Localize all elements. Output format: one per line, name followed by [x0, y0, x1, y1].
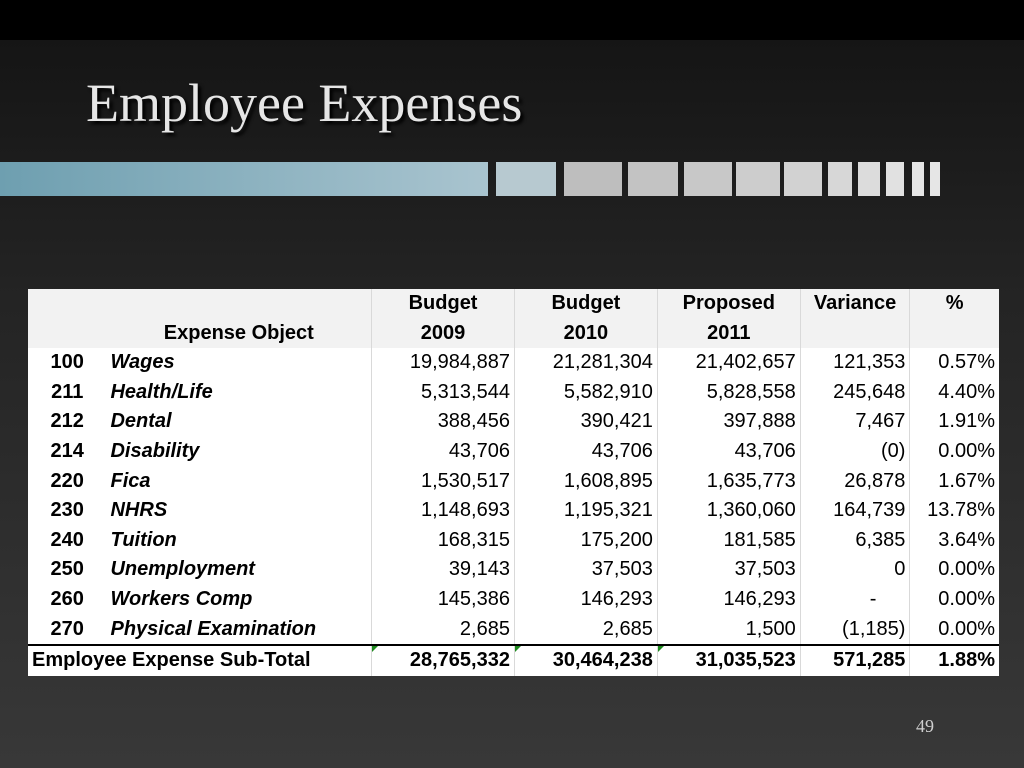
row-code: 214 — [50, 439, 84, 462]
bar-segment — [858, 162, 880, 196]
subtotal-budget-2010: 30,464,238 — [514, 645, 657, 676]
row-proposed-2011: 1,360,060 — [657, 496, 800, 526]
decorative-gradient-bar — [0, 162, 488, 196]
row-proposed-2011: 397,888 — [657, 407, 800, 437]
row-proposed-2011: 43,706 — [657, 437, 800, 467]
header-name — [106, 289, 371, 319]
subtotal-percent: 1.88% — [910, 645, 999, 676]
row-proposed-2011: 37,503 — [657, 555, 800, 585]
row-variance: 6,385 — [800, 526, 910, 556]
row-name: NHRS — [110, 499, 168, 522]
row-proposed-2011: 181,585 — [657, 526, 800, 556]
header2-code — [28, 319, 106, 349]
row-name: Workers Comp — [110, 587, 253, 610]
row-variance: (1,185) — [800, 615, 910, 646]
row-budget-2010: 43,706 — [514, 437, 657, 467]
header-percent: % — [910, 289, 999, 319]
page-number: 49 — [916, 716, 934, 736]
header2-variance — [800, 319, 910, 349]
row-percent: 3.64% — [910, 526, 999, 556]
row-budget-2009: 5,313,544 — [372, 378, 515, 408]
table-row — [28, 407, 999, 437]
row-name: Physical Examination — [110, 617, 317, 640]
row-proposed-2011: 1,635,773 — [657, 467, 800, 497]
row-proposed-2011: 1,500 — [657, 615, 800, 646]
header-proposed-2011-label: Proposed — [657, 289, 800, 319]
row-percent: 13.78% — [910, 496, 999, 526]
row-variance: 164,739 — [800, 496, 910, 526]
row-percent: 0.00% — [910, 585, 999, 615]
row-variance: - — [800, 585, 910, 615]
row-budget-2010: 146,293 — [514, 585, 657, 615]
bar-segment — [912, 162, 924, 196]
bar-segment — [886, 162, 904, 196]
table-row — [28, 496, 999, 526]
row-budget-2010: 2,685 — [514, 615, 657, 646]
table-row — [28, 555, 999, 585]
subtotal-label: Employee Expense Sub-Total — [28, 645, 372, 676]
row-budget-2009: 39,143 — [372, 555, 515, 585]
row-name: Disability — [110, 439, 200, 462]
subtotal-proposed-2011: 31,035,523 — [657, 645, 800, 676]
table-row — [28, 467, 999, 497]
row-budget-2010: 390,421 — [514, 407, 657, 437]
row-budget-2010: 21,281,304 — [514, 348, 657, 378]
row-code: 230 — [50, 499, 84, 522]
row-variance: 245,648 — [800, 378, 910, 408]
row-budget-2010: 1,608,895 — [514, 467, 657, 497]
row-name: Fica — [110, 469, 151, 492]
row-name: Wages — [110, 351, 175, 374]
row-proposed-2011: 146,293 — [657, 585, 800, 615]
slide-title: Employee Expenses — [86, 73, 523, 133]
bar-segment — [930, 162, 940, 196]
row-percent: 0.00% — [910, 615, 999, 646]
row-percent: 0.00% — [910, 437, 999, 467]
bar-segment — [784, 162, 822, 196]
subtotal-budget-2009: 28,765,332 — [372, 645, 515, 676]
row-budget-2009: 388,456 — [372, 407, 515, 437]
row-name: Dental — [110, 410, 172, 433]
row-variance: (0) — [800, 437, 910, 467]
row-budget-2009: 168,315 — [372, 526, 515, 556]
header-budget-2009-label: Budget — [372, 289, 515, 319]
row-percent: 4.40% — [910, 378, 999, 408]
row-percent: 0.57% — [910, 348, 999, 378]
bar-segment — [684, 162, 732, 196]
header-expense-object: Expense Object — [163, 321, 314, 344]
row-code: 212 — [50, 410, 84, 433]
row-proposed-2011: 5,828,558 — [657, 378, 800, 408]
row-code: 100 — [50, 351, 84, 374]
row-code: 220 — [50, 469, 84, 492]
header-row-2 — [28, 319, 999, 349]
row-variance: 121,353 — [800, 348, 910, 378]
row-variance: 0 — [800, 555, 910, 585]
header-year-2010: 2010 — [514, 319, 657, 349]
row-variance: 26,878 — [800, 467, 910, 497]
row-variance: 7,467 — [800, 407, 910, 437]
bar-segment — [628, 162, 678, 196]
row-budget-2010: 5,582,910 — [514, 378, 657, 408]
header-year-2011: 2011 — [657, 319, 800, 349]
bar-segment — [736, 162, 780, 196]
header-code — [28, 289, 106, 319]
row-code: 240 — [50, 528, 84, 551]
row-budget-2010: 1,195,321 — [514, 496, 657, 526]
row-name: Tuition — [110, 528, 177, 551]
row-percent: 0.00% — [910, 555, 999, 585]
table-row — [28, 348, 999, 378]
row-percent: 1.91% — [910, 407, 999, 437]
row-budget-2009: 1,148,693 — [372, 496, 515, 526]
row-name: Health/Life — [110, 380, 213, 403]
row-percent: 1.67% — [910, 467, 999, 497]
row-code: 270 — [50, 617, 84, 640]
expenses-table — [28, 289, 999, 676]
row-budget-2010: 175,200 — [514, 526, 657, 556]
table-row — [28, 615, 999, 646]
bar-segment — [828, 162, 852, 196]
row-budget-2009: 1,530,517 — [372, 467, 515, 497]
row-name: Unemployment — [110, 558, 255, 581]
bar-segment — [496, 162, 556, 196]
header2-percent — [910, 319, 999, 349]
subtotal-row — [28, 645, 999, 676]
table-row — [28, 585, 999, 615]
subtotal-variance: 571,285 — [800, 645, 910, 676]
row-budget-2010: 37,503 — [514, 555, 657, 585]
row-code: 250 — [50, 558, 84, 581]
table-row — [28, 526, 999, 556]
row-budget-2009: 19,984,887 — [372, 348, 515, 378]
table-row — [28, 378, 999, 408]
header-budget-2010-label: Budget — [514, 289, 657, 319]
table-row — [28, 437, 999, 467]
row-code: 260 — [50, 587, 84, 610]
row-budget-2009: 145,386 — [372, 585, 515, 615]
row-budget-2009: 43,706 — [372, 437, 515, 467]
header-year-2009: 2009 — [372, 319, 515, 349]
header-row-1 — [28, 289, 999, 319]
bar-segment — [564, 162, 622, 196]
row-budget-2009: 2,685 — [372, 615, 515, 646]
row-code: 211 — [51, 380, 84, 403]
row-proposed-2011: 21,402,657 — [657, 348, 800, 378]
header-variance: Variance — [800, 289, 910, 319]
